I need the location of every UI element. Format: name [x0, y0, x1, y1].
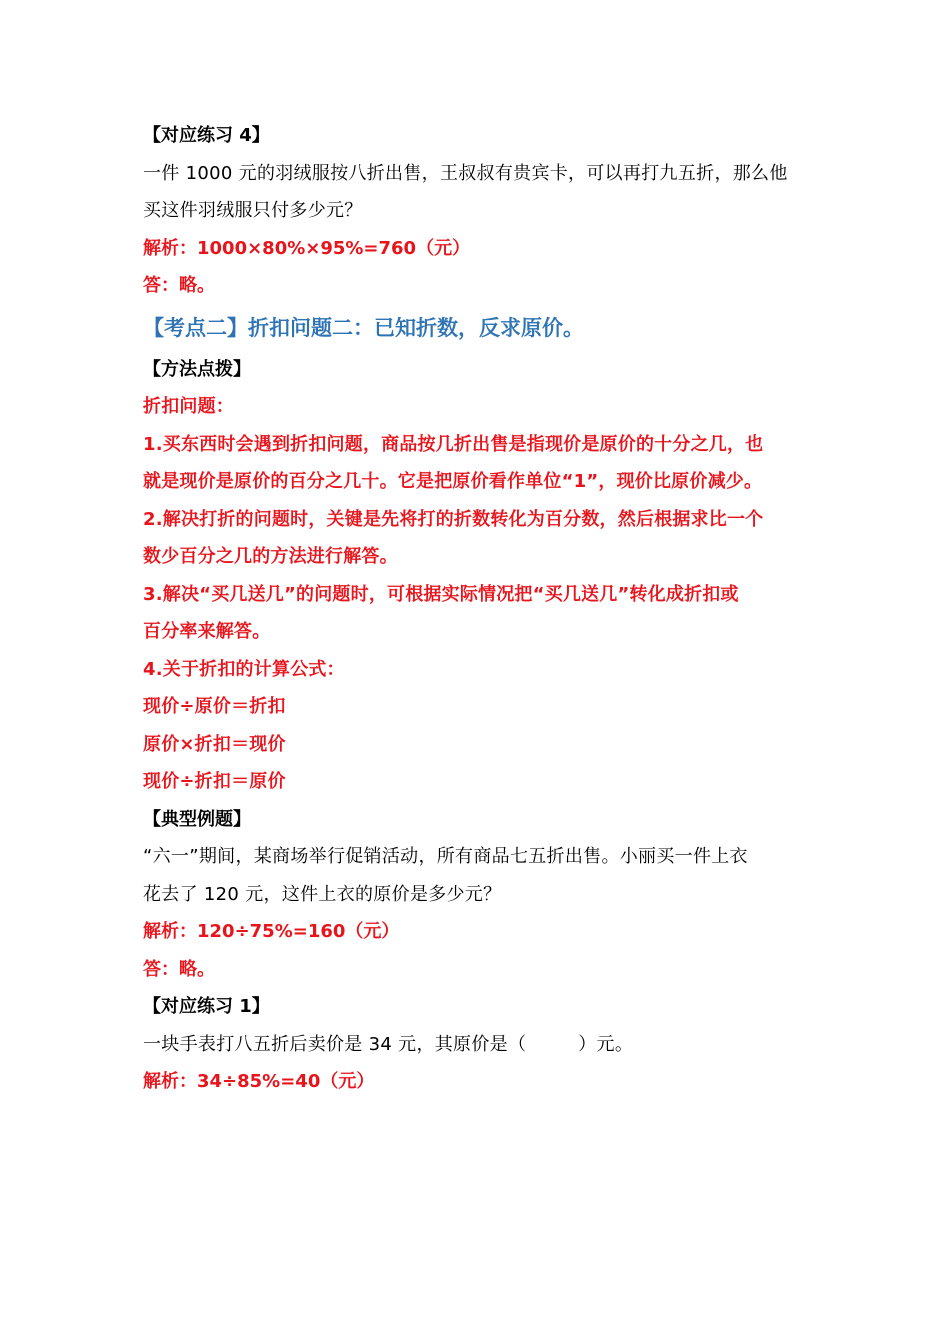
method-line: 就是现价是原价的百分之几十。它是把原价看作单位“1”，现价比原价减少。 [143, 471, 763, 492]
practice4-answer: 答：略。 [143, 275, 215, 296]
practice1-question-after: ）元。 [578, 1033, 634, 1055]
method-subtitle: 折扣问题： [143, 396, 234, 417]
method-title: 【方法点拨】 [143, 358, 251, 380]
method-line: 数少百分之几的方法进行解答。 [143, 546, 398, 567]
practice1-question-before: 一块手表打八五折后卖价是 34 元，其原价是（ [143, 1033, 527, 1055]
practice1-title: 【对应练习 1】 [143, 996, 270, 1017]
practice4-question-line1: 一件 1000 元的羽绒服按八折出售，王叔叔有贵宾卡，可以再打九五折，那么他 [143, 162, 788, 184]
practice1-solution: 解析：34÷85%=40（元） [143, 1071, 375, 1092]
method-line: 百分率来解答。 [143, 621, 271, 642]
method-line: 3.解决“买几送几”的问题时，可根据实际情况把“买几送几”转化成折扣或 [143, 583, 739, 605]
practice4-question-line2: 买这件羽绒服只付多少元？ [143, 200, 363, 221]
method-line: 4.关于折扣的计算公式： [143, 658, 345, 680]
example-question-line2: 花去了 120 元，这件上衣的原价是多少元？ [143, 883, 502, 905]
example-title: 【典型例题】 [143, 808, 251, 830]
practice4-title: 【对应练习 4】 [143, 125, 270, 146]
formula-line: 现价÷折扣＝原价 [143, 771, 286, 792]
method-line: 1.买东西时会遇到折扣问题，商品按几折出售是指现价是原价的十分之几，也 [143, 433, 764, 455]
example-solution: 解析：120÷75%=160（元） [143, 921, 400, 942]
practice1-question [143, 1026, 833, 1064]
formula-line: 现价÷原价＝折扣 [143, 696, 286, 717]
method-line: 2.解决打折的问题时，关键是先将打的折数转化为百分数，然后根据求比一个 [143, 508, 764, 530]
practice4-solution: 解析：1000×80%×95%=760（元） [143, 237, 471, 259]
formula-line: 原价×折扣＝现价 [143, 733, 286, 755]
section2-title: 【考点二】折扣问题二：已知折数，反求原价。 [143, 315, 584, 340]
example-answer: 答：略。 [143, 958, 215, 980]
document-page [143, 117, 833, 1101]
example-question-line1: “六一”期间，某商场举行促销活动，所有商品七五折出售。小丽买一件上衣 [143, 846, 748, 867]
